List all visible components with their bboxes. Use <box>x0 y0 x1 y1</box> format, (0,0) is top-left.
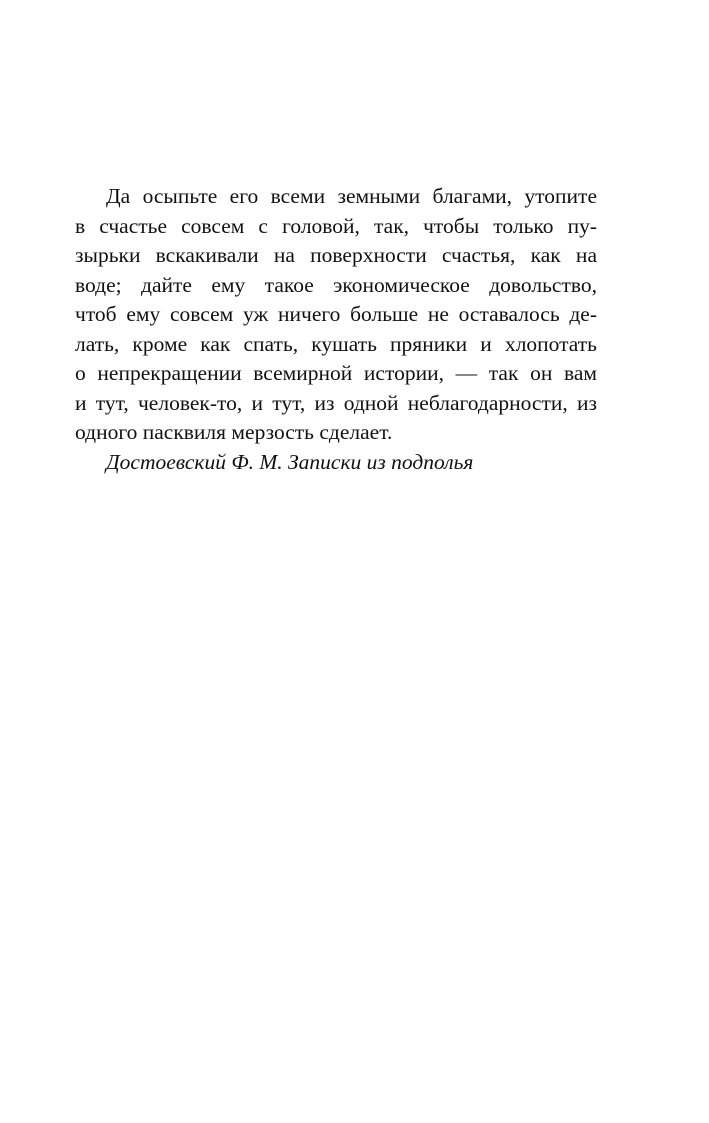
epigraph-line: о непрекращении всемирной истории, — так он вам <box>75 361 597 385</box>
epigraph <box>75 182 597 477</box>
epigraph-line: и тут, человек-то, и тут, из одной неблагодарности, из <box>75 390 597 415</box>
epigraph-line: воде; дайте ему такое экономическое довольство, <box>75 272 597 297</box>
epigraph-attribution: Достоевский Ф. М. Записки из подполья <box>106 449 474 474</box>
epigraph-line: лать, кроме как спать, кушать пряники и хлопотать <box>75 331 597 356</box>
epigraph-line: в счастье совсем с головой, так, чтобы только пу- <box>75 213 597 238</box>
epigraph-line: Да осыпьте его всеми земными благами, утопите <box>106 184 597 208</box>
epigraph-line: чтоб ему совсем уж ничего больше не оставалось де- <box>75 302 597 326</box>
epigraph-line: зырьки вскакивали на поверхности счастья, как на <box>75 243 597 267</box>
epigraph-line: одного пасквиля мерзость сделает. <box>75 420 393 444</box>
